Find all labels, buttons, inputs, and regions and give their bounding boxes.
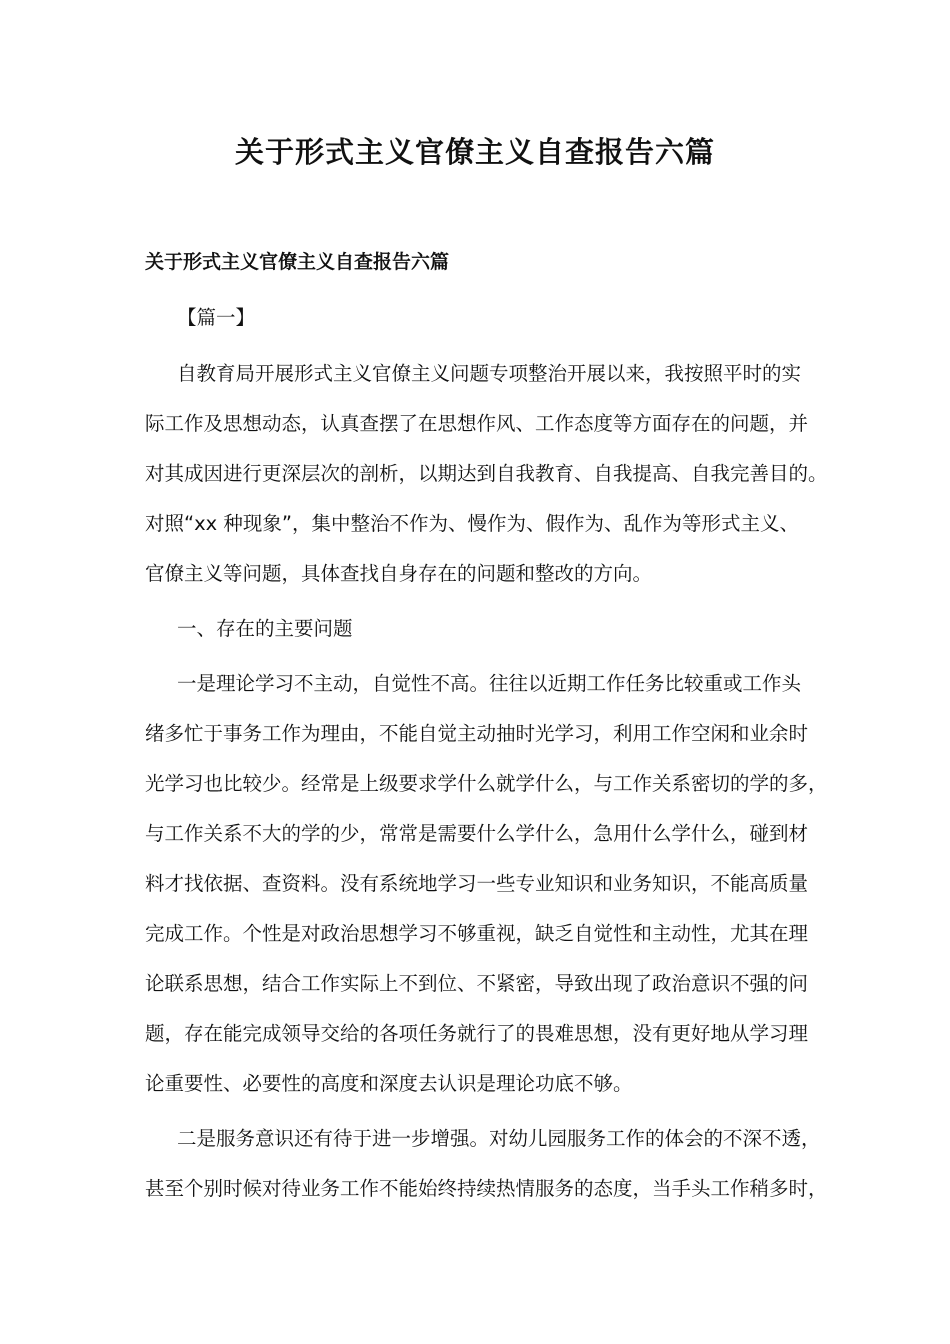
- point1-line: 题，存在能完成领导交给的各项任务就行了的畏难思想，没有更好地从学习理: [145, 1022, 809, 1045]
- point1-line: 绪多忙于事务工作为理由，不能自觉主动抽时光学习，利用工作空闲和业余时: [145, 722, 809, 745]
- intro-line: 对照“xx 种现象”，集中整治不作为、慢作为、假作为、乱作为等形式主义、: [145, 512, 799, 535]
- point1-line: 与工作关系不大的学的少，常常是需要什么学什么，急用什么学什么，碰到材: [145, 822, 809, 845]
- intro-line: 对其成因进行更深层次的剖析，以期达到自我教育、自我提高、自我完善目的。: [145, 462, 828, 485]
- point1-line: 论联系思想，结合工作实际上不到位、不紧密，导致出现了政治意识不强的问: [145, 972, 809, 995]
- document-subtitle: 关于形式主义官僚主义自查报告六篇: [145, 251, 450, 273]
- point1-line: 完成工作。个性是对政治思想学习不够重视，缺乏自觉性和主动性，尤其在理: [145, 922, 809, 945]
- document-title: 关于形式主义官僚主义自查报告六篇: [234, 135, 715, 169]
- intro-line: 际工作及思想动态，认真查摆了在思想作风、工作态度等方面存在的问题，并: [145, 412, 809, 435]
- section-label: 【篇一】: [177, 306, 256, 329]
- point1-line: 一是理论学习不主动，自觉性不高。往往以近期工作任务比较重或工作头: [177, 672, 802, 695]
- point1-line: 论重要性、必要性的高度和深度去认识是理论功底不够。: [145, 1072, 633, 1095]
- point2-line: 二是服务意识还有待于进一步增强。对幼儿园服务工作的体会的不深不透，: [177, 1127, 821, 1150]
- intro-line: 官僚主义等问题，具体查找自身存在的问题和整改的方向。: [145, 562, 653, 585]
- point2-line: 甚至个别时候对待业务工作不能始终持续热情服务的态度，当手头工作稍多时，: [145, 1177, 828, 1200]
- intro-line: 自教育局开展形式主义官僚主义问题专项整治开展以来，我按照平时的实: [177, 362, 802, 385]
- section-heading: 一、存在的主要问题: [177, 617, 353, 640]
- point1-line: 光学习也比较少。经常是上级要求学什么就学什么，与工作关系密切的学的多，: [145, 772, 828, 795]
- point1-line: 料才找依据、查资料。没有系统地学习一些专业知识和业务知识，不能高质量: [145, 872, 809, 895]
